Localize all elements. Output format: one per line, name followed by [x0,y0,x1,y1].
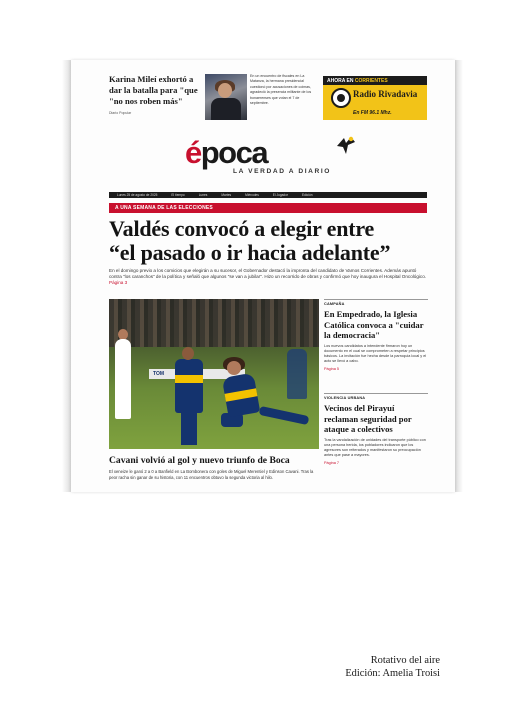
side-story-headline: Vecinos del Pirayuí reclaman seguridad por ataque a colectivos [324,403,412,435]
player-4 [287,349,307,399]
masthead-tagline: LA VERDAD A DIARIO [233,168,332,175]
info-player: El Jugador [272,193,289,197]
info-day-2: Martes [221,193,232,197]
photo-caption: El xeneize le ganó 2 a 0 a Banfield en La Bombonera con goles de Miguel Merentiel y Edinson Cavani. Tras la peor racha sin ganar de su historia, con 11 encuentros obtuvo la segunda victoria al hilo. [109,469,314,480]
teaser-photo [205,74,247,120]
section-label: A UNA SEMANA DE LAS ELECCIONES [115,205,213,211]
side-story-page-ref: Página 7 [324,460,339,465]
section-bar [109,203,427,213]
radio-advertisement [323,76,427,120]
ad-prefix: AHORA EN [327,78,354,84]
ad-station-name: Radio Rivadavia [353,89,418,99]
masthead-logo [185,136,267,170]
side-story-page-ref: Página 5 [324,366,339,371]
bird-logo-icon [335,134,357,156]
player-2-head [182,347,194,360]
info-weather: El tiempo [171,193,185,197]
ad-banner [327,78,388,84]
teaser-blurb: En un encuentro de fiscales en La Matanza, la hermana presidencial cuestionó por acusaciones de coimas, agradeció la presencia militante de los bonaerenses que votan el 7 de septiembre. [250,74,312,106]
main-headline [109,217,429,265]
ad-city: CORRIENTES [354,78,388,84]
photo-figure-head [218,83,232,98]
photo-headline: Cavani volvió al gol y nuevo triunfo de Boca [109,455,290,466]
player-3-head [227,361,241,375]
side-story-headline: En Empedrado, la Iglesia Católica convoca a "cuidar la democracia" [324,309,424,341]
lede-page-ref: Página 3 [109,280,128,286]
side-story-text: Los nuevos candidatos a intendente firmaron hoy un documento en el cual se comprometen a respetar principios básicos. La invitación fue hecha desde la parroquia local y el acto se llevó a cabo. [324,343,427,364]
page-footer [345,654,440,680]
side-story-2 [324,393,428,465]
info-day-1: Lunes [198,193,208,197]
side-story-kicker: CAMPAÑA [324,299,428,306]
headline-line-1: Valdés convocó a elegir entre [109,216,375,241]
footer-line-2: Edición: Amelia Troisi [345,668,440,679]
player-2-stripe [175,375,203,383]
info-edition: Edición [302,193,313,197]
newspaper-front-page [71,60,455,492]
lede-paragraph [109,268,427,287]
page-shadow-left [62,60,71,492]
teaser-source: Diario Popular [109,111,132,115]
player-3-leg [259,406,310,425]
lede-text: En el domingo previo a los comicios que elegirán a su sucesor, el Gobernador destacó la impronta del candidato de Vamos Corrientes. Además apuntó contra "los caranchos" de la política y señaló que algunos "se van a jubilar". Hizo un recorrido de obras y confirmó que hoy inaugura el Hospital Oncológico. [109,268,427,280]
radio-logo-icon [331,88,351,108]
page-shadow-right [455,60,463,492]
player-1 [115,339,131,419]
player-2-legs [181,411,197,445]
info-day-3: Miércoles [245,193,259,197]
teaser-headline: Karina Mileí exhortó a dar la batalla para "que "no nos roben más" [109,74,198,106]
player-2 [175,359,203,413]
ad-frequency: En FM 96.1 Mhz. [353,110,392,116]
footer-line-1: Rotativo del aire [370,655,440,666]
top-teaser [109,74,201,115]
sports-photo [109,299,319,449]
headline-line-2: “el pasado o ir hacia adelante” [109,240,391,265]
side-story-kicker: VIOLENCIA URBANA [324,393,428,400]
info-date: Lunes 25 de agosto de 2025 [117,193,158,197]
side-story-1 [324,299,428,371]
side-story-text: Tras la vandalización de unidades del transporte público con una persona herida, los pobladores indicaron que los agresores son reiterados y manifestaron su preocupación antes que pase a mayores. [324,437,426,458]
masthead [185,136,345,176]
logo-accent: é [185,135,201,170]
ad-board-text: TOM [153,371,165,377]
date-info-bar [109,192,427,198]
logo-rest: poca [200,135,268,170]
photo-stands [109,299,319,347]
photo-figure-body [211,98,241,120]
